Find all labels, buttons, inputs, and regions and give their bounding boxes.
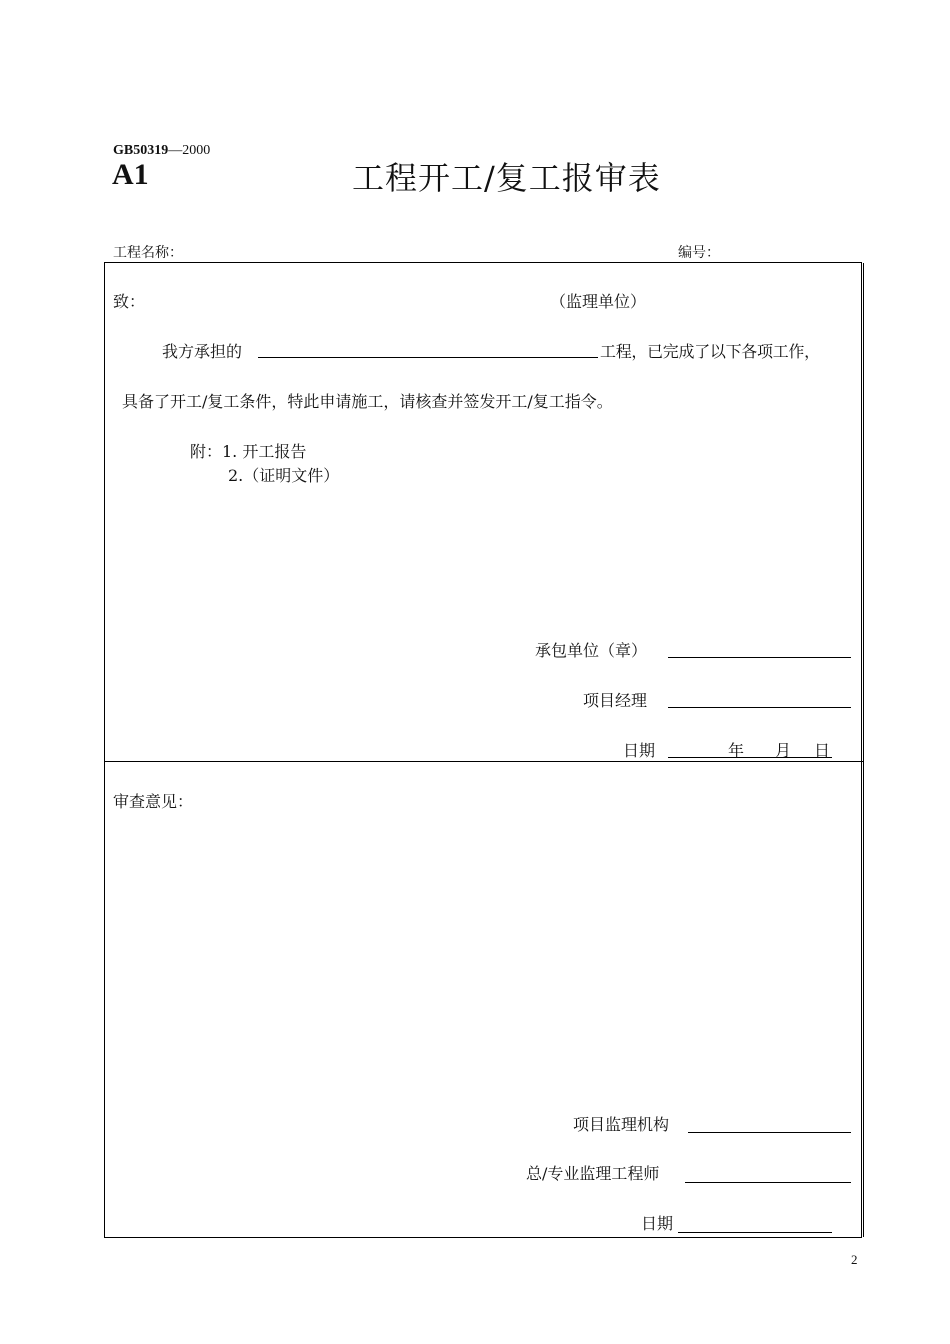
month-label: 月	[775, 741, 792, 760]
number-label: 编号：	[678, 245, 720, 261]
to-label: 致：	[113, 292, 146, 311]
page-number: 2	[851, 1252, 858, 1267]
section-divider	[104, 761, 863, 762]
year-label: 年	[728, 741, 745, 760]
standard-code: GB50319—2000	[113, 143, 211, 158]
project-name-label: 工程名称：	[113, 245, 183, 261]
supervision-org-line[interactable]	[688, 1132, 851, 1133]
contractor-label: 承包单位（章）	[535, 641, 648, 660]
line1-suffix: 工程，已完成了以下各项工作，	[600, 342, 820, 361]
form-code: A1	[112, 158, 149, 191]
chief-engineer-label: 总/专业监理工程师	[526, 1164, 660, 1183]
review-date-line[interactable]	[678, 1232, 832, 1233]
attachment-1: 附：1. 开工报告	[190, 442, 307, 461]
line2-text: 具备了开工/复工条件，特此申请施工，请核查并签发开工/复工指令。	[122, 392, 613, 411]
supervisor-unit: （监理单位）	[550, 292, 647, 311]
line1-prefix: 我方承担的	[162, 342, 243, 361]
attachment-2: 2.（证明文件）	[228, 466, 340, 485]
review-date-label: 日期	[641, 1214, 674, 1233]
date-underline[interactable]	[668, 757, 832, 758]
page-title: 工程开工/复工报审表	[352, 159, 661, 197]
review-opinion-label: 审查意见：	[113, 792, 194, 811]
day-label: 日	[814, 741, 831, 760]
contractor-signature-line[interactable]	[668, 657, 851, 658]
chief-engineer-line[interactable]	[685, 1182, 851, 1183]
project-name-underline[interactable]	[258, 357, 598, 358]
manager-label: 项目经理	[583, 691, 648, 710]
manager-signature-line[interactable]	[668, 707, 851, 708]
supervision-org-label: 项目监理机构	[573, 1115, 670, 1134]
date-label: 日期	[623, 741, 656, 760]
